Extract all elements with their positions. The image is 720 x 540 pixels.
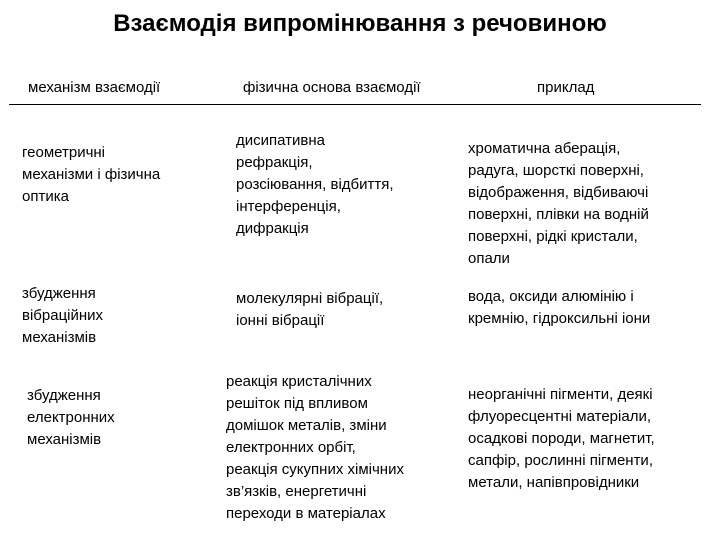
column-header-mechanism: механізм взаємодії (28, 79, 161, 96)
page-title: Взаємодія випромінювання з речовиною (113, 10, 607, 37)
mechanism-cell: геометричні механізми і фізична оптика (22, 144, 161, 205)
example-cell: вода, оксиди алюмінію і кремнію, гідроксильні іони (468, 288, 651, 327)
example-cell: хроматична аберація, радуга, шорсткі поверхні, відображення, відбиваючі поверхні, плівки на водній поверхні, рідкі кристали, опали (468, 140, 649, 267)
column-header-example: приклад (537, 79, 595, 96)
basis-cell: реакція кристалічних решіток під впливом домішок металів, зміни електронних орбіт, реакція сукупних хімічних зв’язків, енергетичні переходи в матеріалах (226, 373, 404, 522)
mechanism-cell: збудження електронних механізмів (27, 387, 115, 448)
header-divider (9, 104, 701, 105)
example-cell: неорганічні пігменти, деякі флуоресцентні матеріали, осадкові породи, магнетит, сапфір, рослинні пігменти, метали, напівпровідники (468, 386, 655, 491)
basis-cell: дисипативна рефракція, розсіювання, відбиття, інтерференція, дифракція (236, 132, 394, 237)
basis-cell: молекулярні вібрації, іонні вібрації (236, 290, 384, 329)
mechanism-cell: збудження вібраційних механізмів (22, 285, 104, 346)
column-header-basis: фізична основа взаємодії (243, 79, 421, 96)
